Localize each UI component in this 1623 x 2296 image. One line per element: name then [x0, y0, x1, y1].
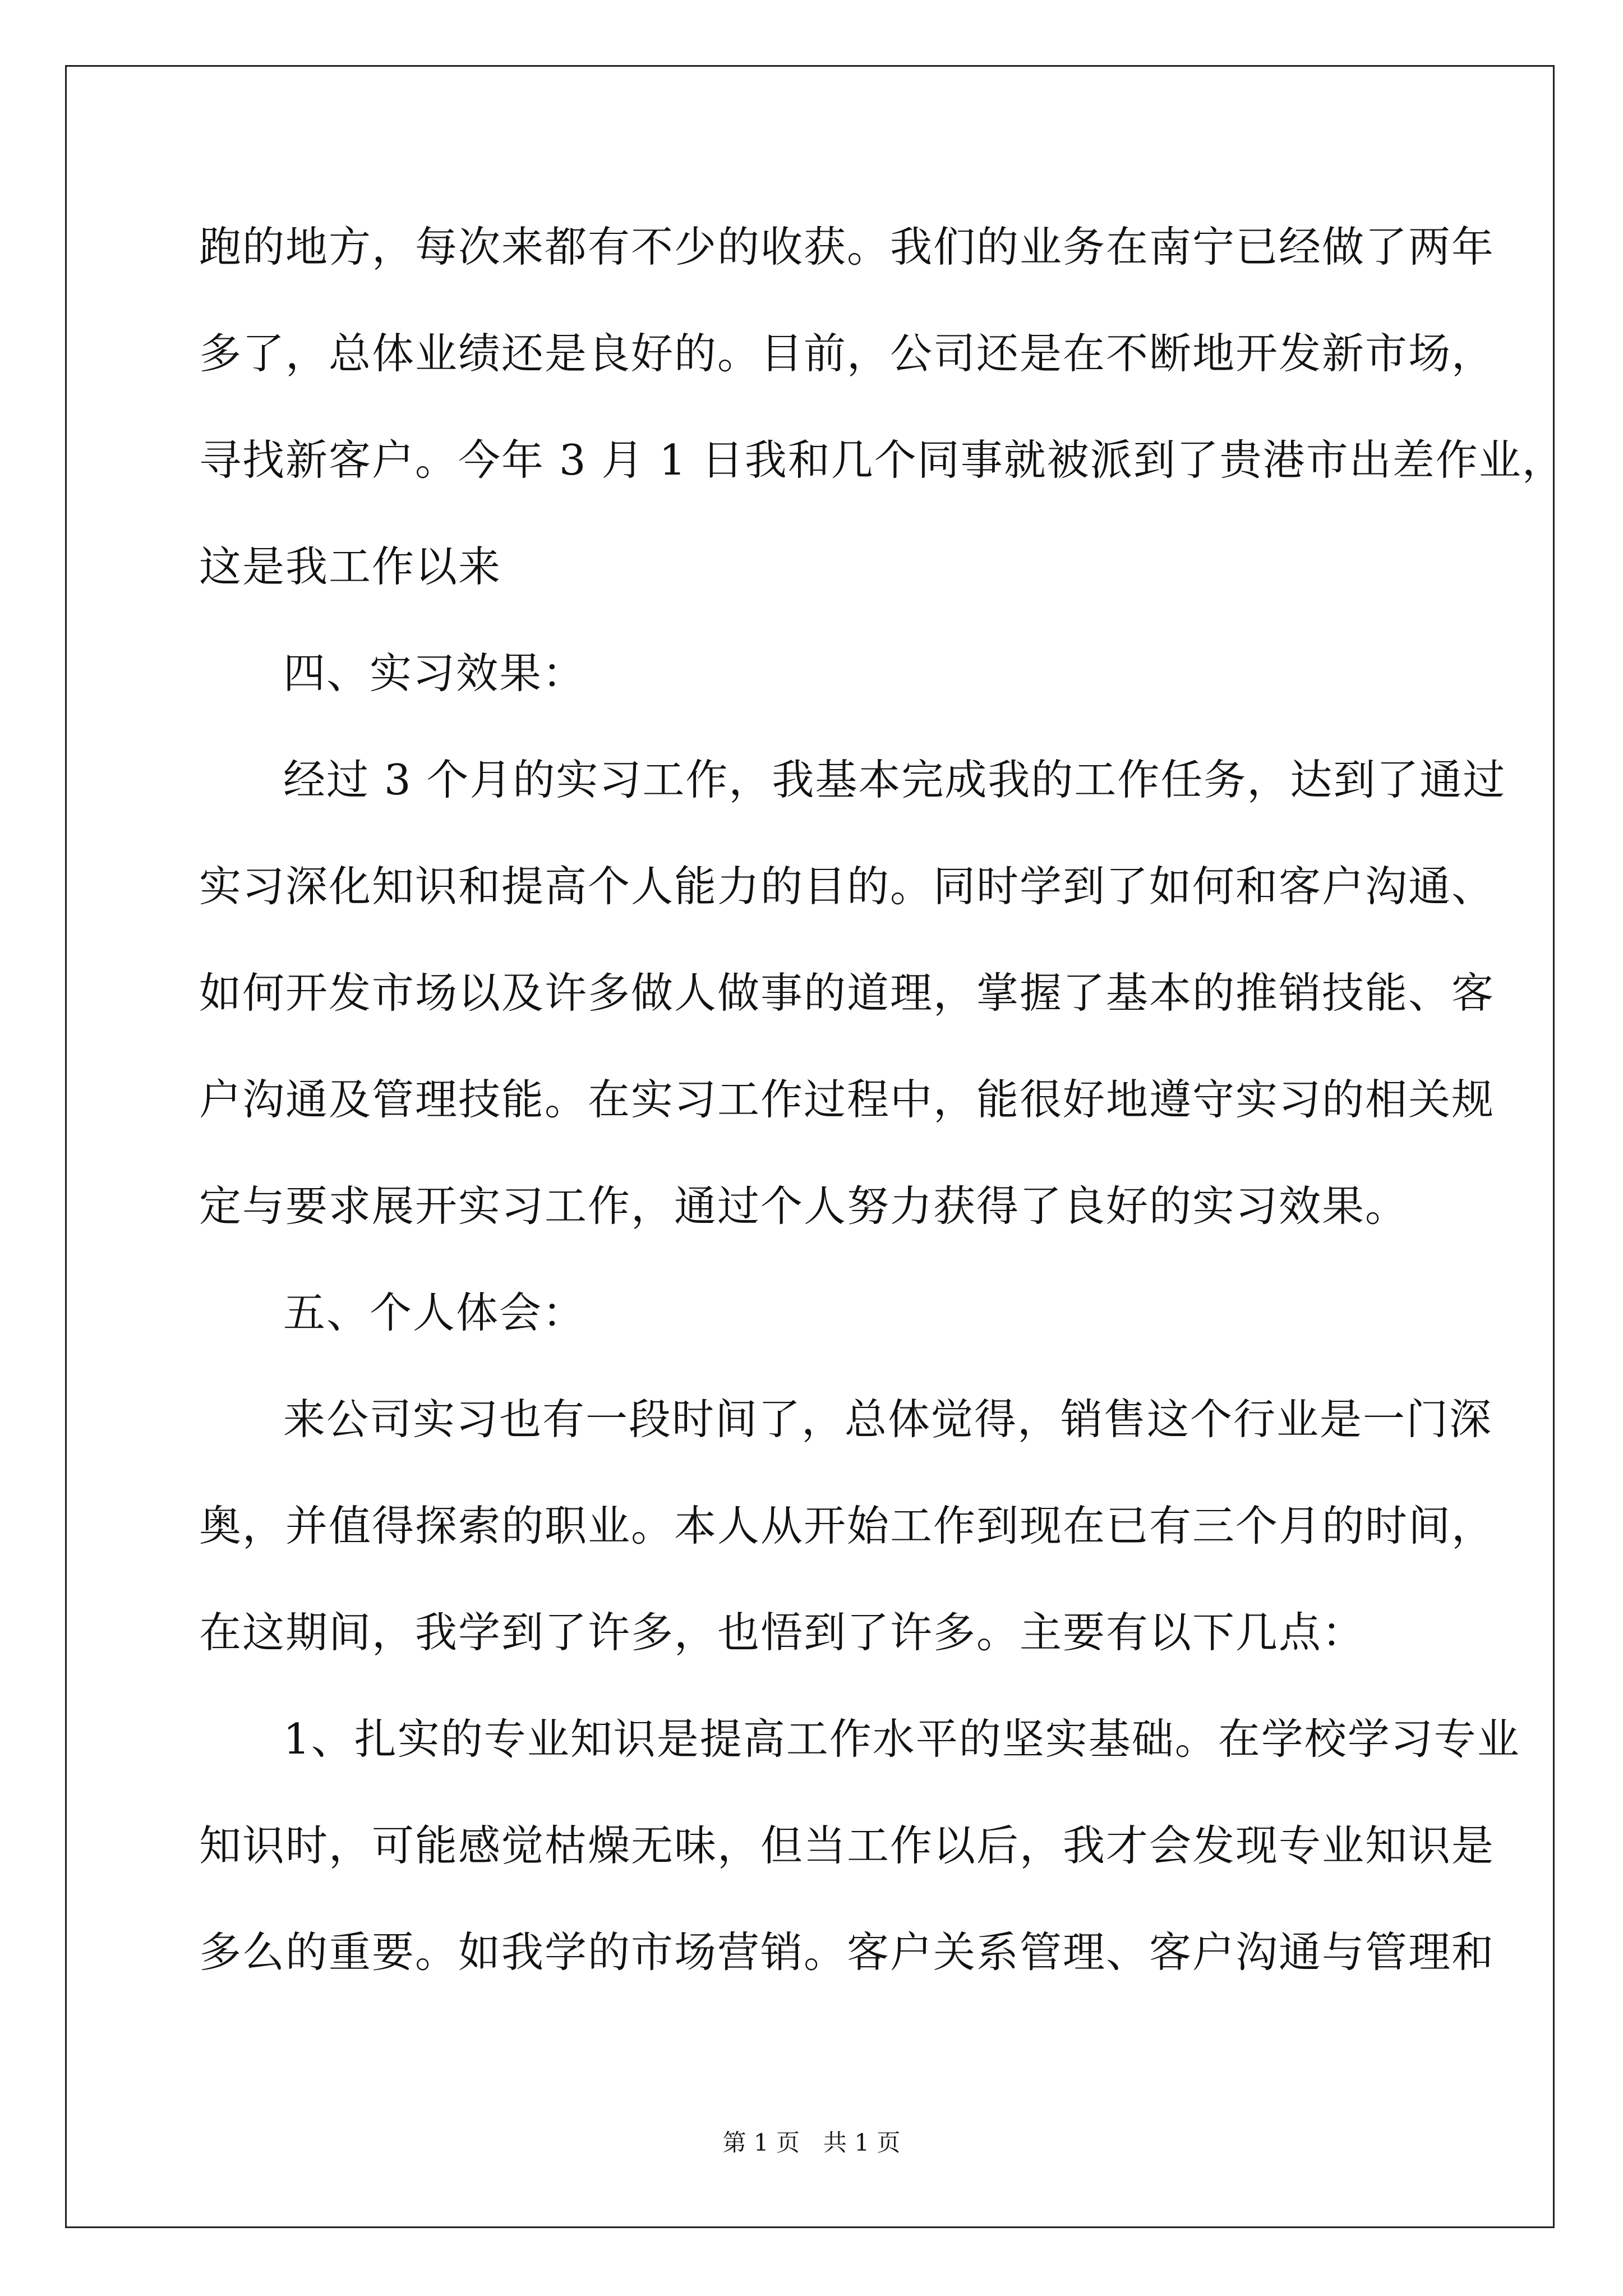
- text-line: 在这期间，我学到了许多，也悟到了许多。主要有以下几点：: [199, 1608, 1366, 1657]
- text-line: 来公司实习也有一段时间了，总体觉得，销售这个行业是一门深: [283, 1395, 1493, 1444]
- text-line: 知识时，可能感觉枯燥无味，但当工作以后，我才会发现专业知识是: [199, 1821, 1495, 1870]
- text-line: 实习深化知识和提高个人能力的目的。同时学到了如何和客户沟通、: [199, 862, 1495, 911]
- text-line: 奥，并值得探索的职业。本人从开始工作到现在已有三个月的时间，: [199, 1501, 1495, 1550]
- text-line: 寻找新客户。今年 3 月 1 日我和几个同事就被派到了贵港市出差作业，: [199, 435, 1565, 485]
- text-line: 如何开发市场以及许多做人做事的道理，掌握了基本的推销技能、客: [199, 968, 1495, 1018]
- text-line: 定与要求展开实习工作，通过个人努力获得了良好的实习效果。: [199, 1181, 1409, 1231]
- page-border: [65, 65, 1555, 2228]
- section-heading: 四、实习效果：: [283, 648, 586, 698]
- text-line: 跑的地方，每次来都有不少的收获。我们的业务在南宁已经做了两年: [199, 222, 1495, 272]
- text-line: 这是我工作以来: [199, 542, 502, 591]
- page-footer: 第 1 页 共 1 页: [722, 2129, 901, 2156]
- section-heading: 五、个人体会：: [283, 1288, 586, 1337]
- text-line: 经过 3 个月的实习工作，我基本完成我的工作任务，达到了通过: [283, 755, 1506, 804]
- text-line: 户沟通及管理技能。在实习工作过程中，能很好地遵守实习的相关规: [199, 1075, 1495, 1124]
- text-line: 多了，总体业绩还是良好的。目前，公司还是在不断地开发新市场，: [199, 329, 1495, 378]
- text-line: 1、扎实的专业知识是提高工作水平的坚实基础。在学校学习专业: [283, 1714, 1520, 1764]
- text-line: 多么的重要。如我学的市场营销。客户关系管理、客户沟通与管理和: [199, 1927, 1495, 1977]
